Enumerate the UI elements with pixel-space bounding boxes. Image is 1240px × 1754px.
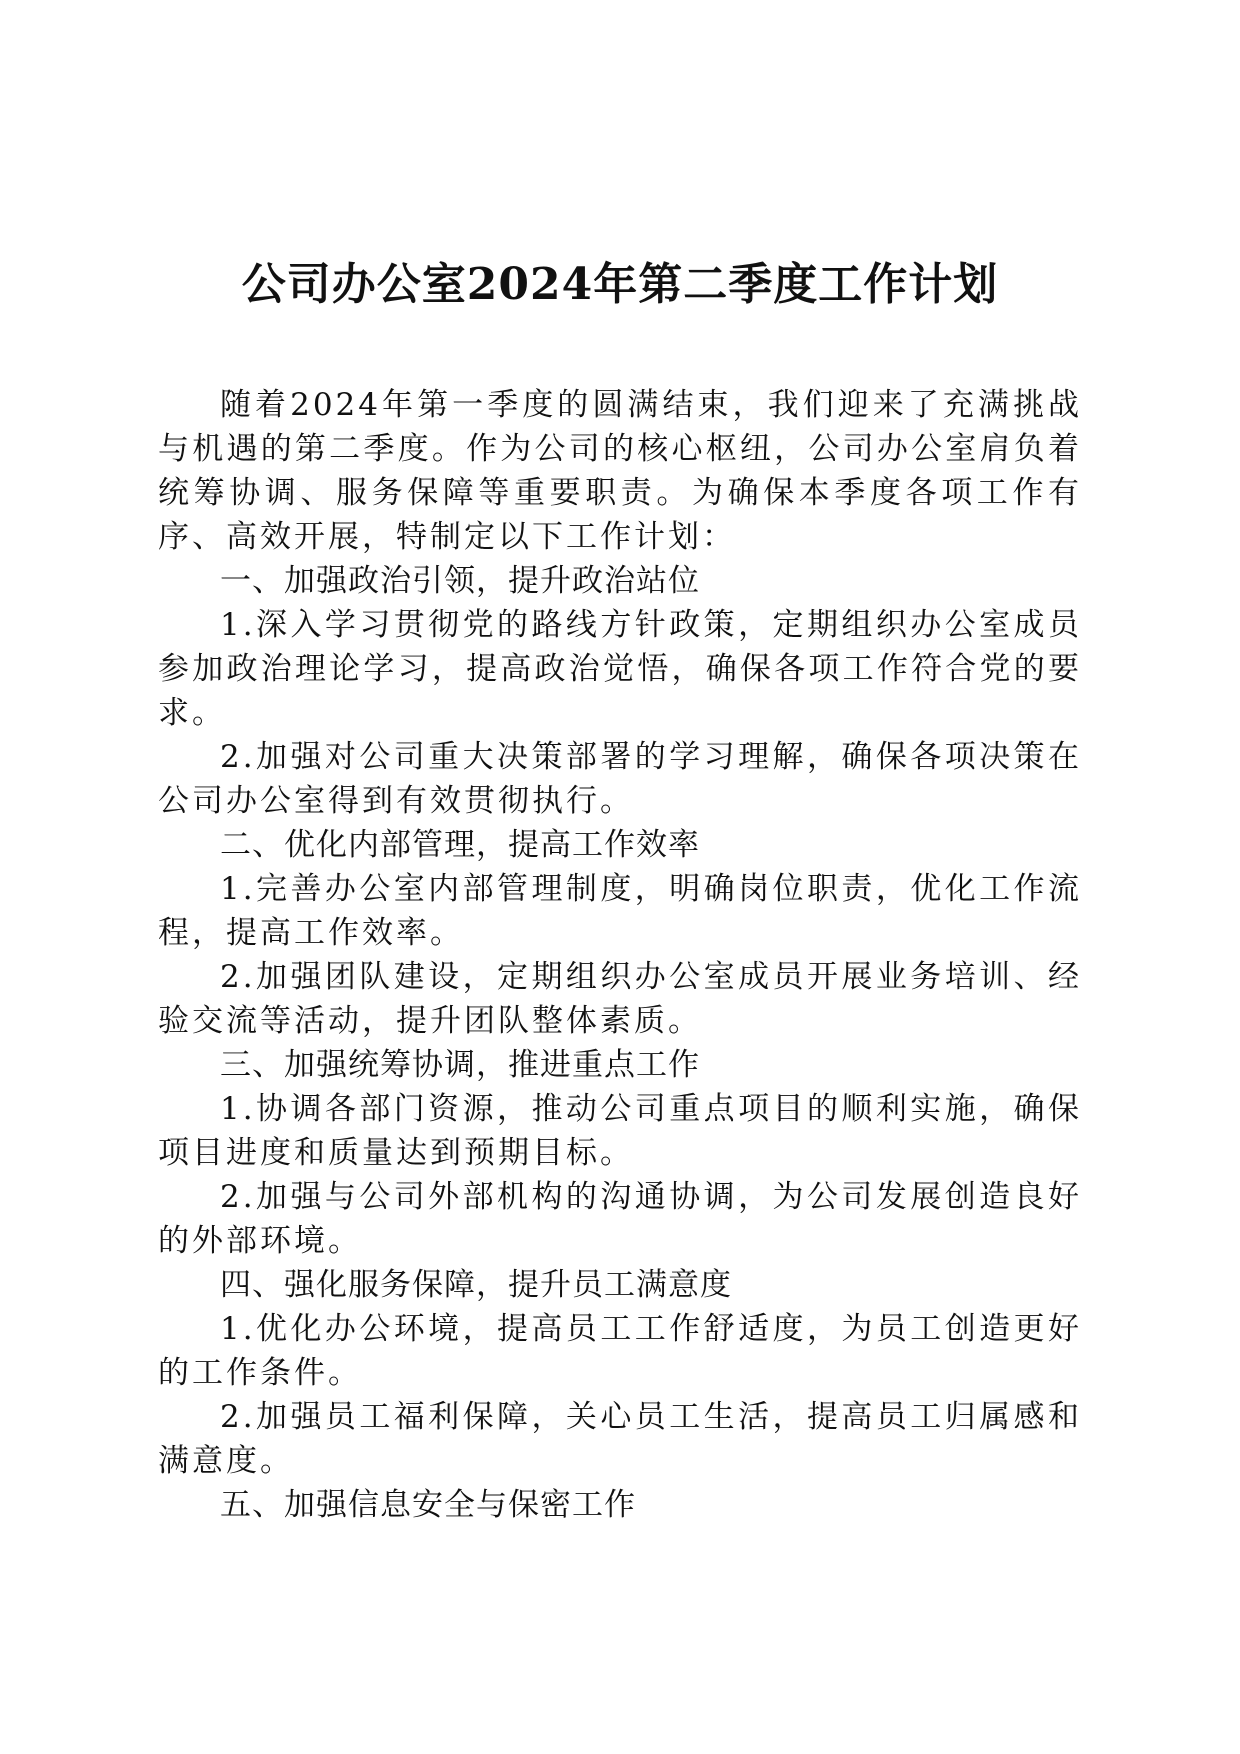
section-item: 1.协调各部门资源，推动公司重点项目的顺利实施，确保项目进度和质量达到预期目标。 xyxy=(158,1091,1082,1171)
section-item: 2.加强员工福利保障，关心员工生活，提高员工归属感和满意度。 xyxy=(158,1399,1082,1479)
section-heading: 二、优化内部管理，提高工作效率 xyxy=(220,827,700,863)
intro-paragraph: 随着2024年第一季度的圆满结束，我们迎来了充满挑战与机遇的第二季度。作为公司的核心枢纽，公司办公室肩负着统筹协调、服务保障等重要职责。为确保本季度各项工作有序、高效开展，特制定以下工作计划： xyxy=(158,387,1082,555)
section-item: 2.加强团队建设，定期组织办公室成员开展业务培训、经验交流等活动，提升团队整体素质。 xyxy=(158,959,1082,1039)
section-item: 1.优化办公环境，提高员工工作舒适度，为员工创造更好的工作条件。 xyxy=(158,1311,1082,1391)
section-heading: 三、加强统筹协调，推进重点工作 xyxy=(220,1047,700,1083)
section-heading: 一、加强政治引领，提升政治站位 xyxy=(220,563,700,599)
section-item: 1.深入学习贯彻党的路线方针政策，定期组织办公室成员参加政治理论学习，提高政治觉悟，确保各项工作符合党的要求。 xyxy=(158,607,1082,731)
document-title: 公司办公室2024年第二季度工作计划 xyxy=(241,259,999,310)
section-heading: 五、加强信息安全与保密工作 xyxy=(220,1487,636,1523)
section-item: 2.加强对公司重大决策部署的学习理解，确保各项决策在公司办公室得到有效贯彻执行。 xyxy=(158,739,1082,819)
section-heading: 四、强化服务保障，提升员工满意度 xyxy=(220,1267,732,1303)
document-body xyxy=(158,383,1082,1527)
section-item: 1.完善办公室内部管理制度，明确岗位职责，优化工作流程，提高工作效率。 xyxy=(158,871,1082,951)
section-item: 2.加强与公司外部机构的沟通协调，为公司发展创造良好的外部环境。 xyxy=(158,1179,1082,1259)
